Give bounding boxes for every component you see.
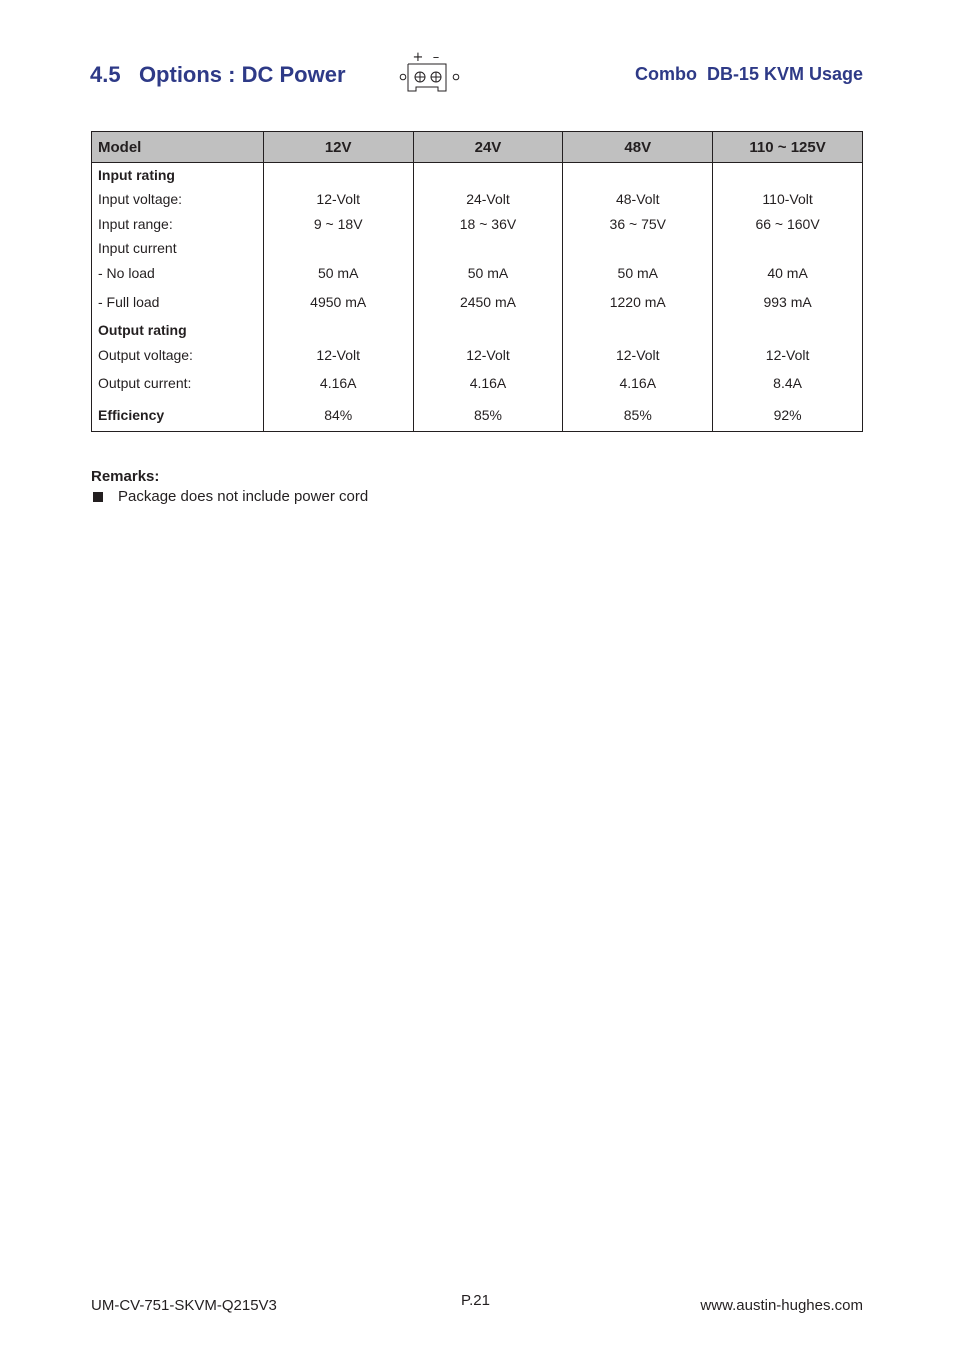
row-value: 24-Volt	[413, 187, 563, 212]
table-header-row	[92, 132, 863, 163]
table-row	[92, 212, 863, 236]
row-value: 12-Volt	[413, 342, 563, 368]
row-label: Output current:	[92, 368, 264, 399]
table-row	[92, 319, 863, 342]
column-header-48v: 48V	[563, 132, 713, 163]
row-value: 4.16A	[563, 368, 713, 399]
row-value	[413, 319, 563, 342]
row-label: Efficiency	[92, 399, 264, 432]
row-value	[413, 236, 563, 261]
row-value: 4.16A	[413, 368, 563, 399]
row-value: 40 mA	[713, 261, 863, 285]
section-title-text: Options : DC Power	[138, 62, 346, 87]
row-value: 8.4A	[713, 368, 863, 399]
table-row	[92, 187, 863, 212]
kvm-usage-heading: Combo DB-15 KVM Usage	[634, 64, 863, 84]
table-row	[92, 399, 863, 432]
row-value	[263, 236, 413, 261]
remarks-title: Remarks:	[91, 468, 160, 485]
table-body	[92, 163, 863, 432]
row-value: 12-Volt	[263, 342, 413, 368]
table-row	[92, 163, 863, 187]
row-value	[263, 319, 413, 342]
square-bullet-icon	[93, 492, 103, 502]
row-label: Input rating	[92, 163, 264, 187]
row-label: - Full load	[92, 285, 264, 319]
column-header-12v: 12V	[263, 132, 413, 163]
row-value: 85%	[563, 399, 713, 432]
row-value: 50 mA	[413, 261, 563, 285]
row-value: 12-Volt	[263, 187, 413, 212]
row-value: 110-Volt	[713, 187, 863, 212]
table-row	[92, 368, 863, 399]
row-value: 50 mA	[563, 261, 713, 285]
column-header-model: Model	[92, 132, 264, 163]
row-label: Input current	[92, 236, 264, 261]
row-label: Input range:	[92, 212, 264, 236]
table-row	[92, 342, 863, 368]
row-value: 92%	[713, 399, 863, 432]
row-label: - No load	[92, 261, 264, 285]
footer-page-number: P.21	[461, 1292, 490, 1309]
remark-item	[91, 488, 368, 505]
remark-text: Package does not include power cord	[118, 488, 369, 505]
row-value: 12-Volt	[713, 342, 863, 368]
row-value: 4950 mA	[263, 285, 413, 319]
row-label: Output voltage:	[92, 342, 264, 368]
row-value: 36 ~ 75V	[563, 212, 713, 236]
row-value	[713, 236, 863, 261]
row-value	[713, 163, 863, 187]
row-value: 18 ~ 36V	[413, 212, 563, 236]
row-value	[563, 236, 713, 261]
row-value: 993 mA	[713, 285, 863, 319]
row-label: Output rating	[92, 319, 264, 342]
plus-sign: +	[412, 50, 424, 65]
remarks-section	[91, 468, 368, 505]
row-value: 2450 mA	[413, 285, 563, 319]
table-row	[92, 285, 863, 319]
minus-sign: –	[432, 50, 440, 65]
table-row	[92, 236, 863, 261]
footer-doc-id: UM-CV-751-SKVM-Q215V3	[91, 1297, 277, 1314]
row-value	[563, 319, 713, 342]
row-label: Input voltage:	[92, 187, 264, 212]
row-value: 85%	[413, 399, 563, 432]
row-value	[413, 163, 563, 187]
table-row	[92, 261, 863, 285]
row-value: 12-Volt	[563, 342, 713, 368]
section-title	[90, 62, 346, 88]
row-value: 84%	[263, 399, 413, 432]
row-value: 50 mA	[263, 261, 413, 285]
row-value	[563, 163, 713, 187]
dc-terminal-connector-icon	[396, 50, 462, 94]
row-value: 1220 mA	[563, 285, 713, 319]
row-value: 4.16A	[263, 368, 413, 399]
row-value: 48-Volt	[563, 187, 713, 212]
dc-power-spec-table	[91, 131, 863, 432]
column-header-24v: 24V	[413, 132, 563, 163]
row-value: 66 ~ 160V	[713, 212, 863, 236]
row-value	[713, 319, 863, 342]
row-value: 9 ~ 18V	[263, 212, 413, 236]
footer-website: www.austin-hughes.com	[700, 1297, 863, 1314]
row-value	[263, 163, 413, 187]
column-header-110-125v: 110 ~ 125V	[713, 132, 863, 163]
section-number: 4.5	[90, 62, 121, 87]
